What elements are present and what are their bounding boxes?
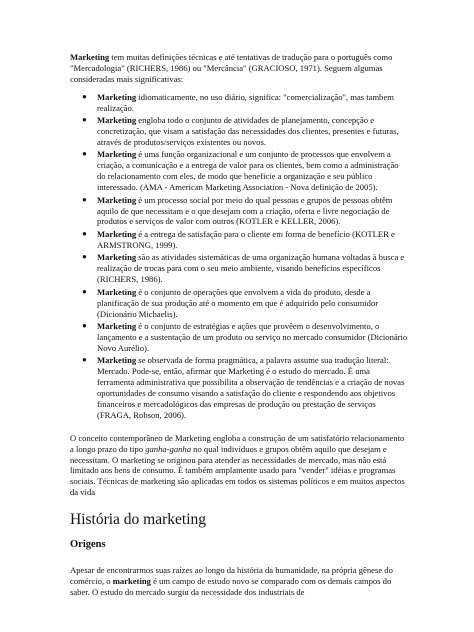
bullet-icon: ●: [82, 355, 87, 365]
definition-term: Marketing: [97, 321, 137, 331]
definition-term: Marketing: [97, 149, 137, 160]
bullet-icon: ●: [82, 286, 87, 296]
definition-text: é um processo social por meio do qual pessoas e grupos de pessoas obtêm aquilo de que necessitam e o que desejam com a criação, oferta e livre negociação de produtos e serviços de valor com outros (KOTLER e KELLER, 2006).: [97, 194, 393, 227]
definition-text: é uma função organizacional e um conjunto de processos que envolvem a criação, a comunicação e a entrega de valor para os clientes, bem como a administração do relacionamento com eles, de modo que beneficie a organização e seu público interessado. (AMA - American Marketing Association - Nova definição de 2005).: [97, 149, 399, 193]
definition-item: [82, 252, 408, 285]
bullet-icon: ●: [82, 115, 87, 125]
intro-paragraph: [70, 52, 408, 85]
bullet-icon: ●: [82, 321, 87, 330]
intro-text: tem muitas definições técnicas e até tentativas de tradução para o português como "Mercadologia" (RICHERS, 1986) ou "Mercância" (GRACIOSO, 1971). Seguem algumas consideradas mais significativas:: [70, 52, 393, 84]
definition-term: Marketing: [97, 91, 137, 102]
closing-emphasis: ganha-ganha: [145, 443, 192, 454]
definition-text: são as atividades sistemáticas de uma organização humana voltadas à busca e realização de trocas para com o seu meio ambiente, visando benefícios específicos (RICHERS, 1986).: [97, 252, 405, 285]
definition-item: [82, 115, 408, 148]
origins-term: marketing: [112, 576, 151, 587]
definition-text: idiomaticamente, no uso diário, significa: "comercialização", mas tambem realização.: [97, 91, 394, 113]
intro-term: Marketing: [70, 52, 110, 62]
definition-item: [82, 228, 408, 251]
closing-text-before: O conceito contemporâneo de Marketing engloba a construção de um satisfatório relacionamento a longo prazo do tipo: [70, 432, 405, 454]
section-title: História do marketing: [70, 511, 207, 529]
definition-item: [82, 355, 408, 420]
bullet-icon: ●: [82, 149, 87, 159]
definition-term: Marketing: [97, 194, 137, 205]
definition-term: Marketing: [97, 286, 137, 297]
definition-term: Marketing: [97, 228, 137, 239]
definition-text: é a entrega de satisfação para o cliente em forma de benefício (KOTLER e ARMSTRONG, 1999).: [97, 228, 395, 250]
definition-text: se observada de forma pragmática, a palavra assume sua tradução literal: Mercado. Pode-se, então, afirmar que Marketing é o estudo do mercado. É uma ferramenta administrativa que possibilita a observação de tendências e a criação de novas oportunidades de consumo visando a satisfação do cliente e respondendo aos objetivos financeiros e mercadológicos das empresas de produção ou prestação de serviços (FRAGA, Robson, 2006).: [97, 355, 405, 420]
origins-text-after: é um campo de estudo novo se comparado com os demais campos do saber. O estudo do mercado surgiu da necessidade dos industriais de: [70, 576, 392, 597]
definition-item: [82, 149, 408, 193]
definition-text: é o conjunto de operações que envolvem a vida do produto, desde a planificação de sua produção até o momento em que é adquirido pelo consumidor (Dicionário Michaelis).: [97, 286, 379, 319]
bullet-icon: ●: [82, 91, 87, 101]
subsection-title: Origens: [70, 539, 106, 551]
closing-text-after: no qual indivíduos e grupos obtêm aquilo que desejam e necessitam. O marketing se originou para atender as necessidades de mercado, mas não está limitado aos bens de consumo. É também amplamente usado para "vender" idéias e programas sociais. Técnicas de marketing são aplicadas em todos os sistemas políticos e em muitos aspectos da vida: [70, 443, 405, 498]
bullet-icon: ●: [82, 228, 87, 238]
origins-paragraph: [70, 565, 408, 598]
definition-item: [82, 194, 408, 228]
definition-item: [82, 91, 408, 114]
bullet-icon: ●: [82, 194, 87, 204]
definition-text: é o conjunto de estratégias e ações que provêem o desenvolvimento, o lançamento e a sustentação de um produto ou serviço no mercado consumidor (Dicionário Novo Aurélio).: [97, 321, 408, 353]
definition-item: [82, 286, 408, 320]
closing-paragraph: [70, 433, 408, 498]
origins-text-before: Apesar de encontrarmos suas raízes ao longo da história da humanidade, na própria gênese do comércio, o: [70, 565, 393, 587]
definition-term: Marketing: [97, 252, 137, 263]
definition-text: engloba todo o conjunto de atividades de planejamento, concepção e concretização, que visam a satisfação das necessidades dos clientes, presentes e futuras, através de produtos/serviços existentes ou novos.: [97, 115, 399, 147]
definitions-list: [70, 92, 408, 421]
definition-item: [82, 321, 408, 354]
definition-term: Marketing: [97, 355, 137, 366]
definition-term: Marketing: [97, 115, 137, 126]
bullet-icon: ●: [82, 252, 87, 262]
